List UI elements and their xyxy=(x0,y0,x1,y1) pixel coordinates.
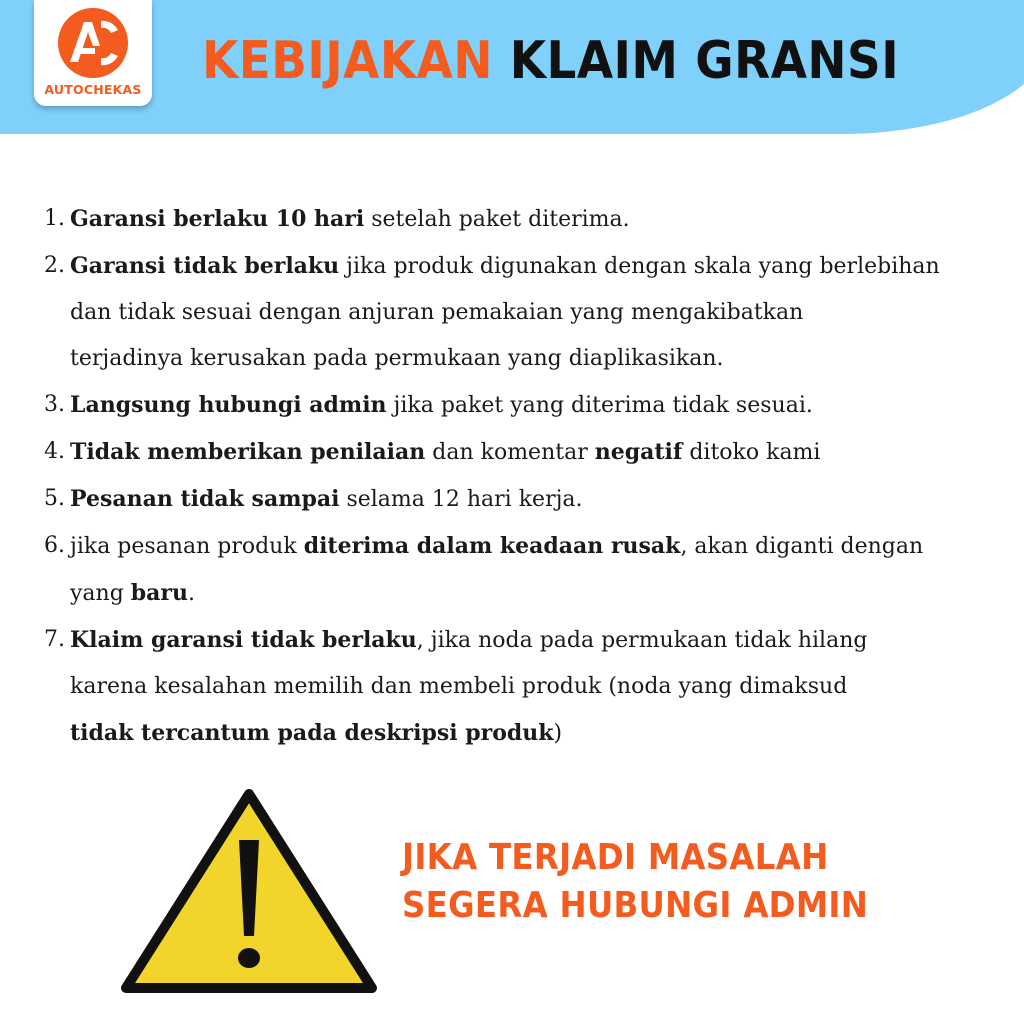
rule-line xyxy=(70,570,994,617)
rule-text: jika produk digunakan dengan skala yang berlebihan xyxy=(339,254,940,279)
rule-line xyxy=(70,617,994,664)
rule-text: terjadinya kerusakan pada permukaan yang diaplikasikan. xyxy=(70,346,724,371)
rule-number: 3. xyxy=(44,392,65,417)
rule-text-bold: Langsung hubungi admin xyxy=(70,392,387,418)
title-accent: KEBIJAKAN xyxy=(202,31,493,91)
rule-text: , jika noda pada permukaan tidak hilang xyxy=(416,628,868,653)
brand-name: AUTOCHEKAS xyxy=(44,82,142,97)
brand-logo xyxy=(34,0,152,106)
title-rest: KLAIM GRANSI xyxy=(509,31,900,91)
rule-text: setelah paket diterima. xyxy=(364,207,630,232)
rule-text-bold: Klaim garansi tidak berlaku xyxy=(70,627,417,653)
warning-triangle-icon xyxy=(118,786,380,1000)
rule-text: dan tidak sesuai dengan anjuran pemakaian yang mengakibatkan xyxy=(70,300,804,325)
rule-number: 2. xyxy=(44,253,65,278)
rule-line xyxy=(70,382,994,429)
notice-line-2: SEGERA HUBUNGI ADMIN xyxy=(402,885,869,926)
rule-item xyxy=(44,196,994,243)
rule-line xyxy=(70,196,994,243)
rule-number: 5. xyxy=(44,486,65,511)
rule-text-bold: tidak tercantum pada deskripsi produk xyxy=(70,720,554,746)
rule-text: selama 12 hari kerja. xyxy=(339,487,583,512)
rule-text: jika paket yang diterima tidak sesuai. xyxy=(386,393,813,418)
rule-line xyxy=(70,290,994,336)
rule-text-bold: baru xyxy=(130,580,189,606)
rule-item xyxy=(44,243,994,382)
rule-item xyxy=(44,617,994,757)
rule-number: 4. xyxy=(44,439,65,464)
rule-item xyxy=(44,382,994,429)
rule-text: . xyxy=(188,581,196,606)
rule-number: 6. xyxy=(44,533,65,558)
rule-text: ) xyxy=(553,721,563,746)
notice-line-1: JIKA TERJADI MASALAH xyxy=(402,837,829,878)
contact-admin-notice xyxy=(402,834,868,930)
rule-line xyxy=(70,523,994,570)
rule-line xyxy=(70,476,994,523)
rule-text: ditoko kami xyxy=(682,440,821,465)
rule-text-bold: diterima dalam keadaan rusak xyxy=(303,533,681,559)
rules-list xyxy=(44,196,994,757)
rule-line xyxy=(70,710,994,757)
rule-text: yang xyxy=(70,581,131,606)
rule-item xyxy=(44,476,994,523)
rule-number: 1. xyxy=(44,206,65,231)
rule-line xyxy=(70,429,994,476)
page-title xyxy=(202,28,899,94)
rule-text: karena kesalahan memilih dan membeli produk (noda yang dimaksud xyxy=(70,674,848,699)
rule-text-bold: Garansi tidak berlaku xyxy=(70,253,340,279)
rule-text-bold: Tidak memberikan penilaian xyxy=(70,439,426,465)
rule-line xyxy=(70,336,994,382)
rule-number: 7. xyxy=(44,627,65,652)
rule-text-bold: negatif xyxy=(594,439,683,465)
rule-text: jika pesanan produk xyxy=(70,534,304,559)
rule-text: , akan diganti dengan xyxy=(680,534,924,559)
rule-text: dan komentar xyxy=(425,440,595,465)
rule-line xyxy=(70,664,994,710)
rule-item xyxy=(44,523,994,617)
rule-text-bold: Pesanan tidak sampai xyxy=(70,486,340,512)
ac-logo-icon xyxy=(56,6,130,80)
rule-line xyxy=(70,243,994,290)
rule-item xyxy=(44,429,994,476)
rule-text-bold: Garansi berlaku 10 hari xyxy=(70,206,365,232)
